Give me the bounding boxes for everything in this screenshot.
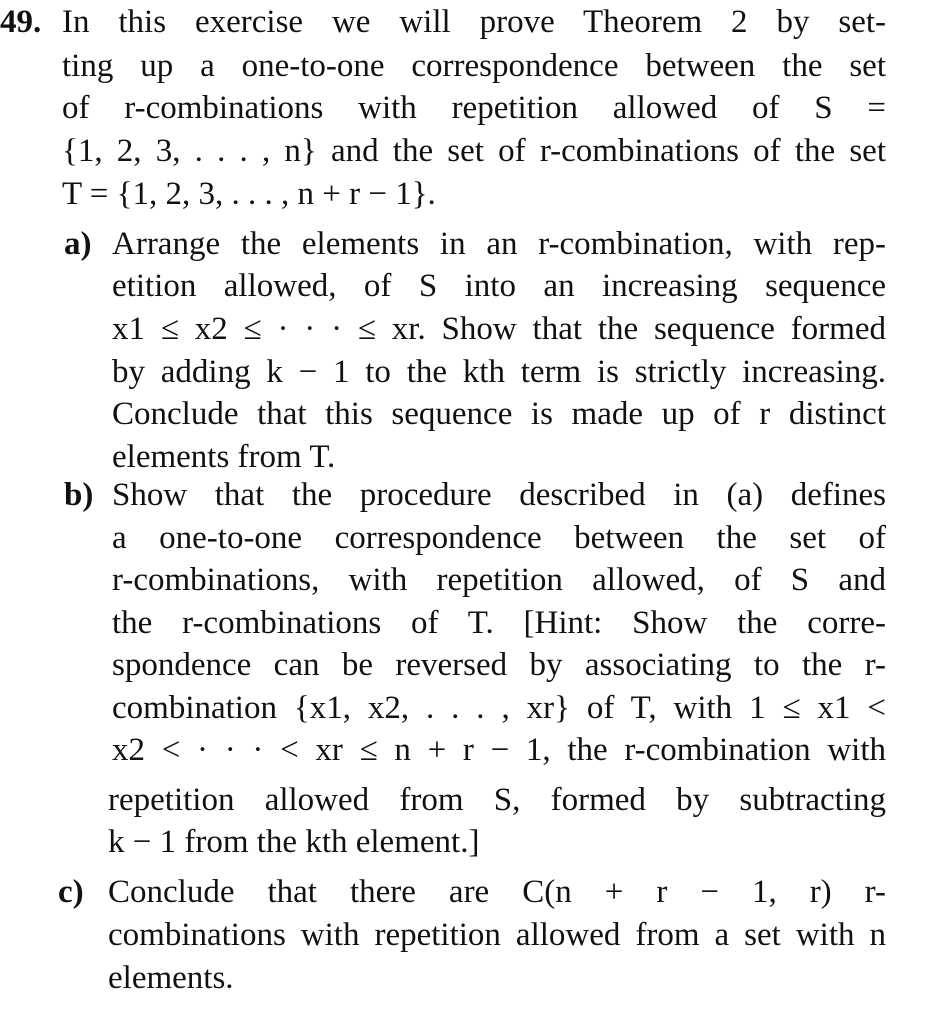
part-b-line: x2 < · · · < xr ≤ n + r − 1, the r-combination with	[112, 732, 886, 768]
part-b-line: a one-to-one correspondence between the set of	[112, 520, 886, 556]
part-c-line: elements.	[108, 960, 234, 996]
part-b-line: repetition allowed from S, formed by subtracting	[108, 782, 886, 818]
part-b-line: k − 1 from the kth element.]	[108, 824, 480, 860]
intro-line: ting up a one-to-one correspondence between the set	[62, 48, 886, 84]
part-a-line: Conclude that this sequence is made up of r distinct	[112, 396, 886, 432]
part-b-label: b)	[64, 477, 94, 513]
intro-line: T = {1, 2, 3, . . . , n + r − 1}.	[62, 176, 436, 212]
part-b-line: spondence can be reversed by associating to the r-	[112, 647, 886, 683]
intro-line: {1, 2, 3, . . . , n} and the set of r-combinations of the set	[62, 133, 886, 169]
part-a-line: elements from T.	[112, 439, 336, 475]
part-a-line: by adding k − 1 to the kth term is strictly increasing.	[112, 354, 886, 390]
part-a-line: etition allowed, of S into an increasing sequence	[112, 268, 886, 304]
part-b-line: Show that the procedure described in (a) defines	[112, 477, 886, 513]
part-c-line: combinations with repetition allowed from a set with n	[108, 917, 886, 953]
part-c-label: c)	[58, 874, 84, 910]
part-c-line: Conclude that there are C(n + r − 1, r) r-	[108, 874, 886, 910]
part-a-line: Arrange the elements in an r-combination, with rep-	[112, 226, 886, 262]
exercise-number: 49.	[0, 4, 42, 40]
part-b-line: r-combinations, with repetition allowed, of S and	[112, 562, 886, 598]
part-a-line: x1 ≤ x2 ≤ · · · ≤ xr. Show that the sequence formed	[112, 311, 886, 347]
part-a-label: a)	[64, 226, 92, 262]
intro-line: of r-combinations with repetition allowed of S =	[62, 90, 886, 126]
part-b-line: the r-combinations of T. [Hint: Show the corre-	[112, 605, 886, 641]
part-b-line: combination {x1, x2, . . . , xr} of T, with 1 ≤ x1 <	[112, 690, 886, 726]
intro-line: In this exercise we will prove Theorem 2 by set-	[62, 4, 886, 40]
